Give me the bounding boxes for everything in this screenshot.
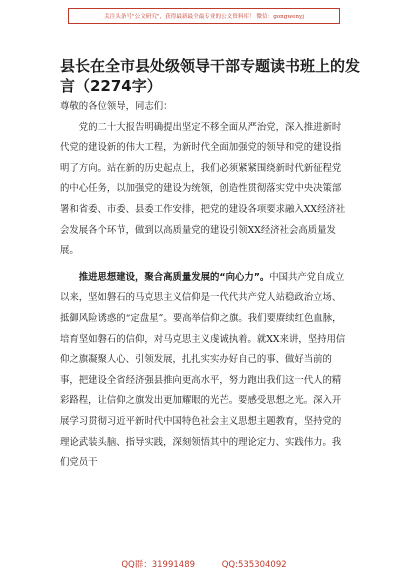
document-title: 县长在全市县处级领导干部专题读书班上的发言（2274字） — [60, 57, 361, 95]
paragraph-1: 党的二十大报告明确提出坚定不移全面从严治党，深入推进新时代党的建设新的伟大工程，为新时代全面加强党的领导和党的建设指明了方向。站在新的历史起点上，我们必须紧紧围绕新时代新征程党的中心任务，以加强党的建设为统领，创造性贯彻落实党中央决策部署和省委、市委、县委工作安排，把党的建设各项要求融入XX经济社会发展各个环节，做到以高质量党的建设引领XX经济社会高质量发展。 — [60, 121, 346, 257]
header-banner: 关注头条号"公文研究"，获得最新最全最专业的公文资料库！ 微信：gongwenyj — [68, 8, 340, 24]
paragraph-2-heading: 推进思想建设，聚合高质量发展的“向心力”。 — [78, 271, 270, 283]
footer-qq: QQ:535304092 — [221, 560, 287, 570]
document-body — [60, 97, 350, 474]
paragraph-2 — [60, 268, 350, 474]
paragraph-2-text: 中国共产党自成立以来，坚如磐石的马克思主义信仰是一代代共产党人站稳政治立场、抵御风险诱惑的“定盘星”。要高举信仰之旗。我们要赓续红色血脉，培育坚如磐石的信仰，对马克思主义虔诚执着。就XX来讲，坚持用信仰之旗凝聚人心、引领发展，扎扎实实办好自己的事、做好当前的事，把建设全省经济强县推向更高水平，努力跑出我们这一代人的精彩路程，让信仰之旗发出更加耀眼的光芒。要感受思想之光。深入开展学习贯彻习近平新时代中国特色社会主义思想主题教育，坚持党的理论武装头脑、指导实践，深刻领悟其中的理论定力、实践伟力。我们党员干 — [60, 271, 346, 469]
greeting: 尊敬的各位领导，同志们： — [60, 101, 173, 112]
footer-qq-group: QQ群：31991489 — [121, 560, 196, 570]
footer — [0, 558, 408, 570]
